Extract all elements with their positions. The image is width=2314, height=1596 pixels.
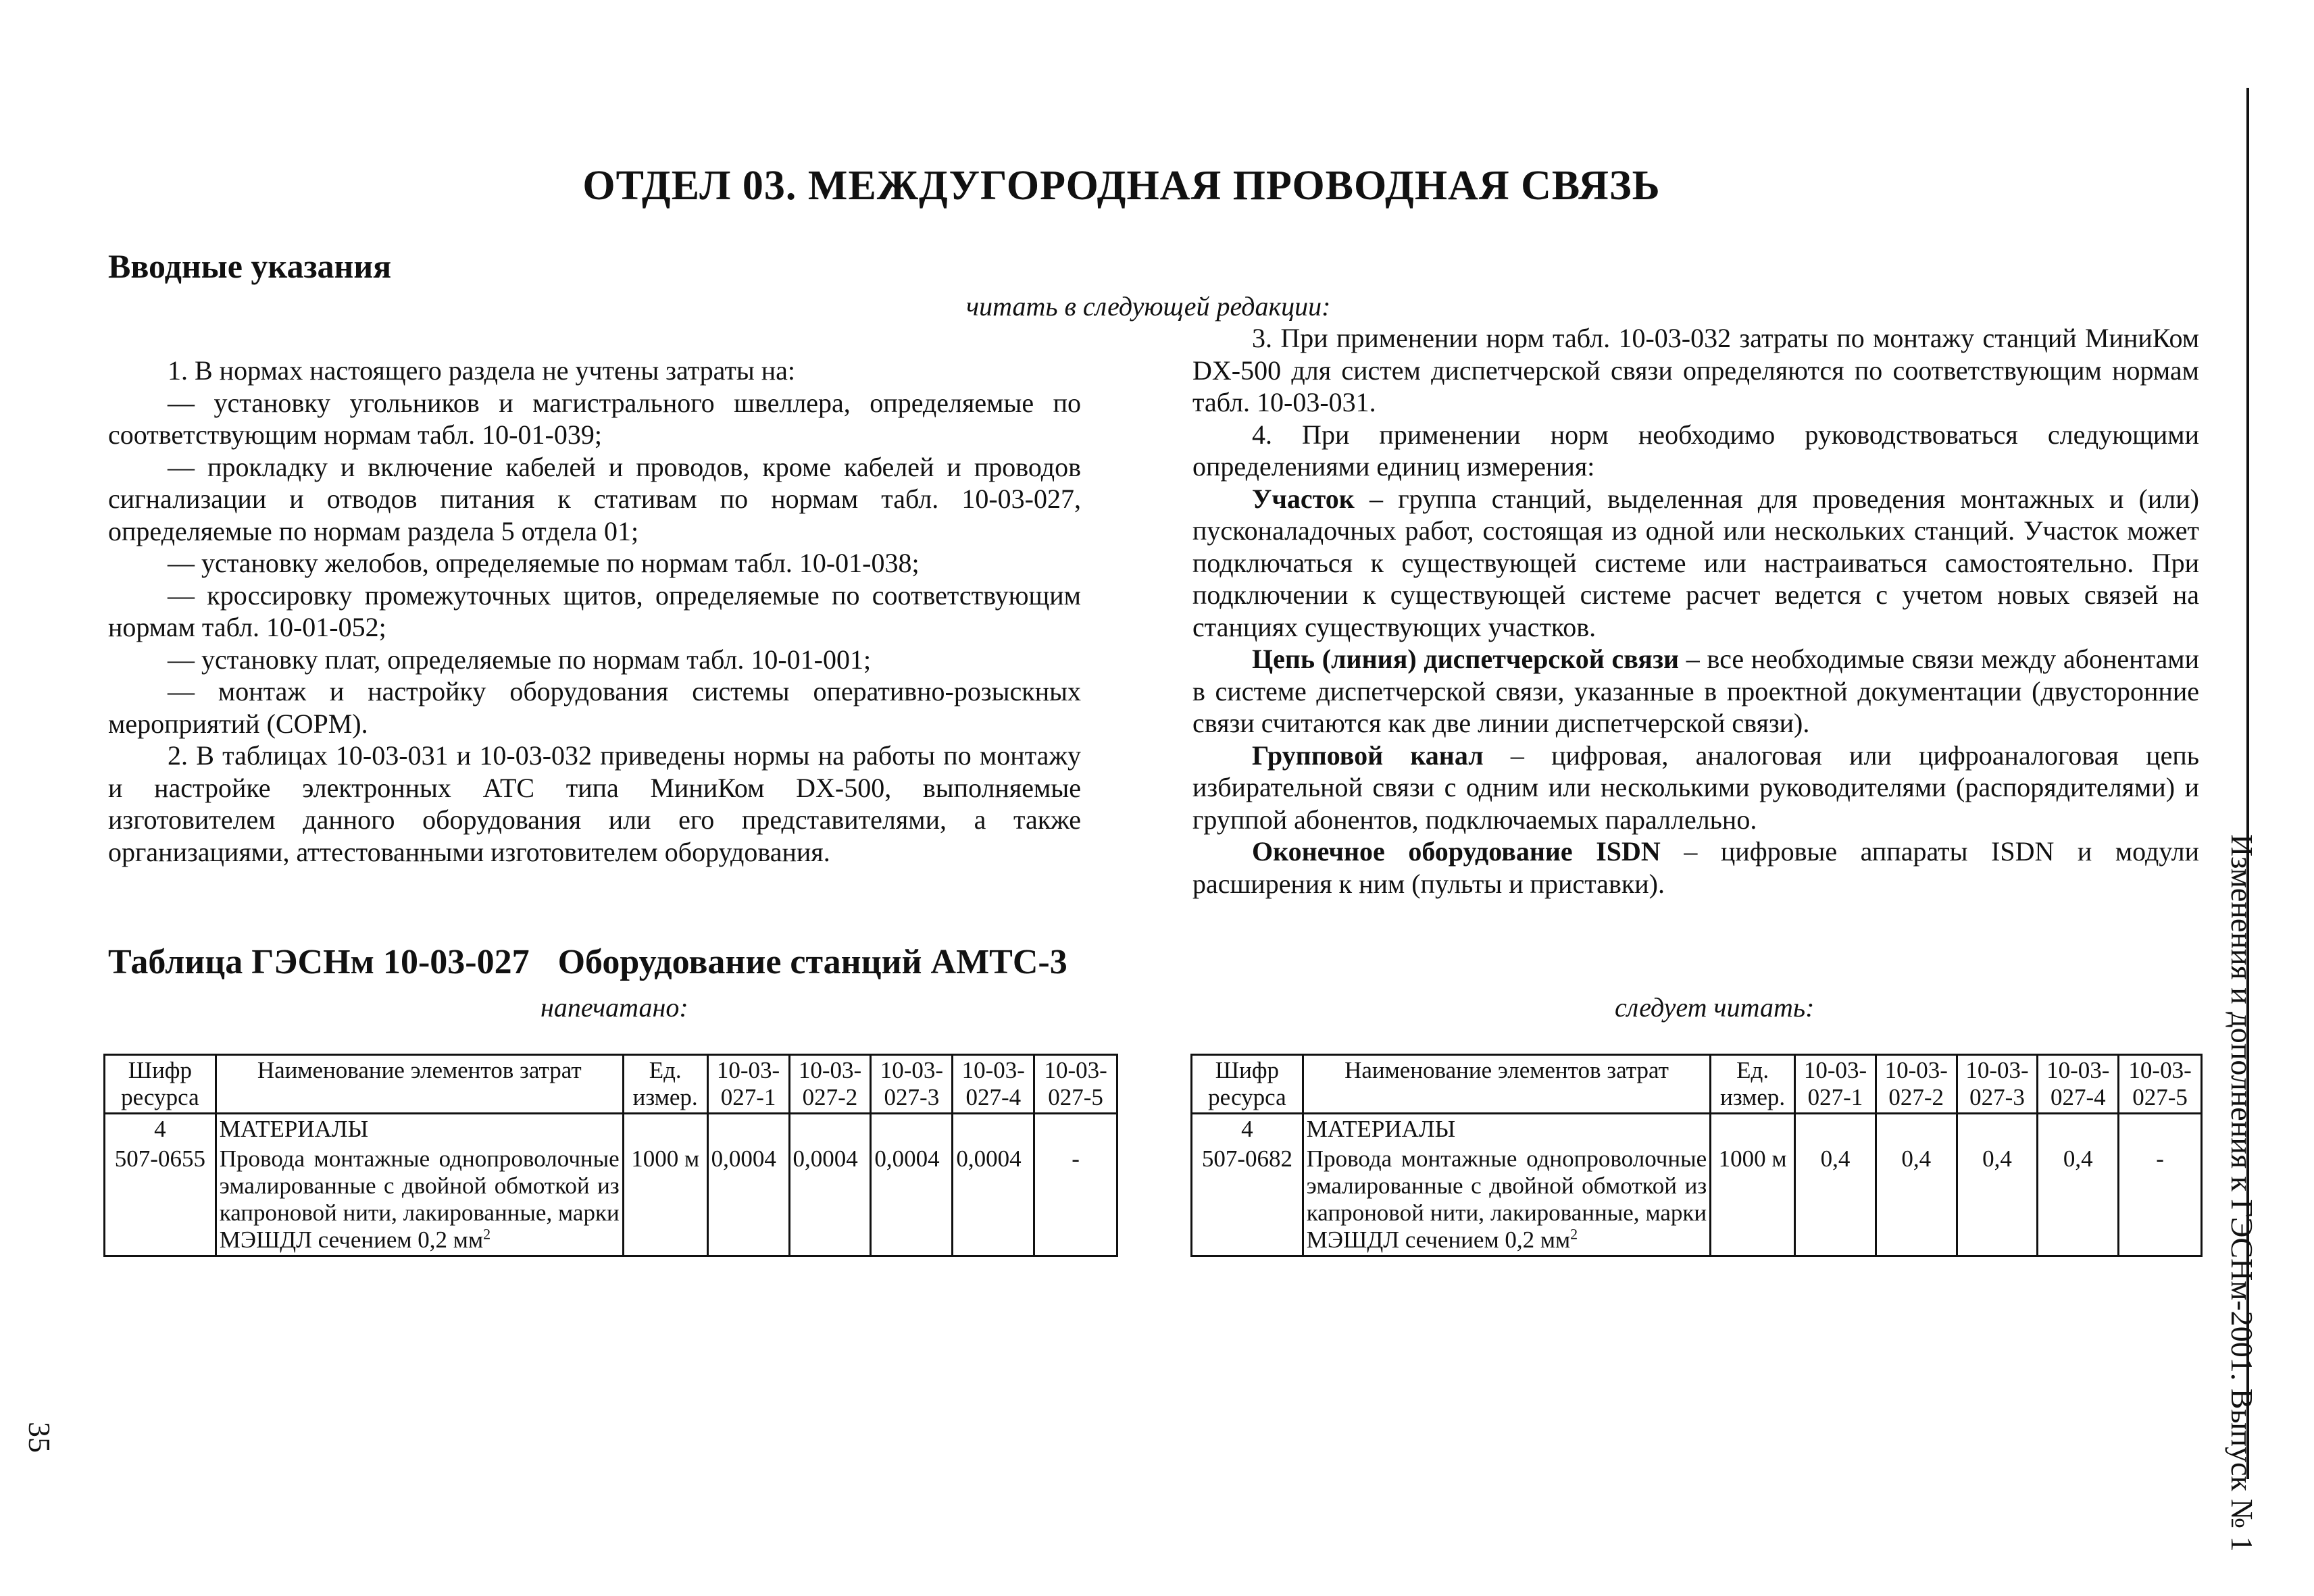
header-col-2: 10-03-027-2 [789, 1055, 871, 1114]
header-code: Шифр ресурса [1192, 1055, 1303, 1114]
page-title: ОТДЕЛ 03. МЕЖДУГОРОДНАЯ ПРОВОДНАЯ СВЯЗЬ [582, 163, 1661, 209]
resource-unit: 1000 м [623, 1144, 707, 1256]
resource-name: Провода монтажные однопроволочные эмалированные с двойной обмоткой из капроновой нити, лакированные, марки МЭШДЛ сечением 0,2 $мм^2$ [216, 1144, 623, 1256]
value-cell: 0,0004 [953, 1144, 1034, 1256]
resource-code: 507-0682 [1192, 1144, 1303, 1256]
definition-term: Групповой канал [1252, 740, 1484, 771]
section-code: 4 [1192, 1114, 1303, 1145]
value-cell: - [2119, 1144, 2202, 1256]
header-code: Шифр ресурса [105, 1055, 216, 1114]
intro-heading: Вводные указания [108, 247, 392, 285]
paragraph: 2. В таблицах 10-03-031 и 10-03-032 приведены нормы на работы по монтажу и настройке электронных АТС типа МиниКом DX-500, выполняемые изготовителем данного оборудования или его представителями, а также организациями, аттестованными изготовителем оборудования. [108, 740, 1081, 867]
table-row [105, 1144, 1117, 1256]
read-as-note: читать в следующей редакции: [966, 291, 1331, 321]
table-heading [108, 942, 1067, 982]
resource-code: 507-0655 [105, 1144, 216, 1256]
definition [1192, 643, 2199, 740]
paragraph: — установку плат, определяемые по нормам табл. 10-01-001; [168, 644, 872, 675]
right-column [1192, 322, 2199, 900]
header-col-4: 10-03-027-4 [2038, 1055, 2119, 1114]
value-cell: 0,4 [2038, 1144, 2119, 1256]
header-name: Наименование элементов затрат [1303, 1055, 1710, 1114]
left-column [108, 355, 1081, 868]
header-col-2: 10-03-027-2 [1876, 1055, 1957, 1114]
side-caption: Изменения и дополнения к ГЭСНм-2001. Выпуск № 1 [2225, 834, 2259, 1552]
value-cell: 0,4 [1957, 1144, 2038, 1256]
definition-text: – цифровая, аналоговая или цифроаналоговая цепь избирательной связи с одним или несколькими руководителями (распорядителями) и группой абонентов, подключаемых параллельно. [1192, 740, 2199, 835]
value-cell: 0,4 [1876, 1144, 1957, 1256]
header-col-1: 10-03-027-1 [1795, 1055, 1876, 1114]
section-name: МАТЕРИАЛЫ [216, 1114, 623, 1145]
header-col-3: 10-03-027-3 [871, 1055, 953, 1114]
header-col-5: 10-03-027-5 [2119, 1055, 2202, 1114]
resource-name: Провода монтажные однопроволочные эмалированные с двойной обмоткой из капроновой нити, лакированные, марки МЭШДЛ сечением 0,2 $мм^2$ [1303, 1144, 1710, 1256]
paragraph: 1. В нормах настоящего раздела не учтены затраты на: [168, 355, 796, 386]
section-name: МАТЕРИАЛЫ [1303, 1114, 1710, 1145]
definition-text: – цифровые аппараты ISDN и модули расширения к ним (пульты и приставки). [1192, 836, 2199, 899]
header-col-3: 10-03-027-3 [1957, 1055, 2038, 1114]
correct-caption: следует читать: [1615, 992, 1815, 1023]
value-cell: 0,0004 [871, 1144, 953, 1256]
table-header-row [105, 1055, 1117, 1114]
paragraph: — прокладку и включение кабелей и проводов, кроме кабелей и проводов сигнализации и отводов питания к стативам по нормам табл. 10-03-027, определяемые по нормам раздела 5 отдела 01; [108, 451, 1081, 546]
definition-term: Цепь (линия) диспетчерской связи [1252, 644, 1680, 674]
definition-text: – все необходимые связи между абонентами в системе диспетчерской связи, указанные в проектной документации (двусторонние связи считаются как две линии диспетчерской связи). [1192, 644, 2199, 738]
table-row [105, 1114, 1117, 1145]
definition [1192, 835, 2199, 900]
definition-term: Оконечное оборудование ISDN [1252, 836, 1661, 867]
paragraph: — установку угольников и магистрального швеллера, определяемые по соответствующим нормам табл. 10-01-039; [108, 387, 1081, 450]
table-header-row [1192, 1055, 2202, 1114]
paragraph: — монтаж и настройку оборудования системы оперативно-розыскных мероприятий (СОРМ). [108, 676, 1081, 739]
header-col-5: 10-03-027-5 [1034, 1055, 1117, 1114]
header-unit: Ед. измер. [1711, 1055, 1795, 1114]
section-code: 4 [105, 1114, 216, 1145]
paragraph: — кроссировку промежуточных щитов, определяемые по соответствующим нормам табл. 10-01-052; [108, 580, 1081, 642]
page-number: 35 [22, 1422, 57, 1453]
paragraph: — установку желобов, определяемые по нормам табл. 10-01-038; [168, 548, 920, 578]
value-cell: 0,4 [1795, 1144, 1876, 1256]
value-cell: 0,0004 [707, 1144, 789, 1256]
header-col-4: 10-03-027-4 [953, 1055, 1034, 1114]
table-row [1192, 1144, 2202, 1256]
header-unit: Ед. измер. [623, 1055, 707, 1114]
value-cell: - [1034, 1144, 1117, 1256]
value-cell: 0,0004 [789, 1144, 871, 1256]
printed-caption: напечатано: [540, 992, 688, 1023]
table-title: Оборудование станций АМТС-3 [557, 943, 1067, 981]
paragraph: 4. При применении норм необходимо руководствоваться следующими определениями единиц измерения: [1192, 419, 2199, 482]
definition-text: – группа станций, выделенная для проведения монтажных и (или) пусконаладочных работ, состоящая из одной или нескольких станций. Участок может подключаться к существующей системе или настраиваться самостоятельно. При подключении к существующей системе расчет ведется с учетом новых связей на станциях существующих участков. [1192, 483, 2199, 642]
table-row [1192, 1114, 2202, 1145]
definition [1192, 483, 2199, 644]
definition [1192, 740, 2199, 836]
definition-term: Участок [1252, 483, 1355, 514]
paragraph: 3. При применении норм табл. 10-03-032 затраты по монтажу станций МиниКом DX-500 для систем диспетчерской связи определяются по соответствующим нормам табл. 10-03-031. [1192, 323, 2199, 417]
table-code: Таблица ГЭСНм 10-03-027 [108, 943, 530, 981]
printed-table [103, 1054, 1118, 1257]
resource-unit: 1000 м [1711, 1144, 1795, 1256]
correct-table [1190, 1054, 2203, 1257]
header-name: Наименование элементов затрат [216, 1055, 623, 1114]
header-col-1: 10-03-027-1 [707, 1055, 789, 1114]
